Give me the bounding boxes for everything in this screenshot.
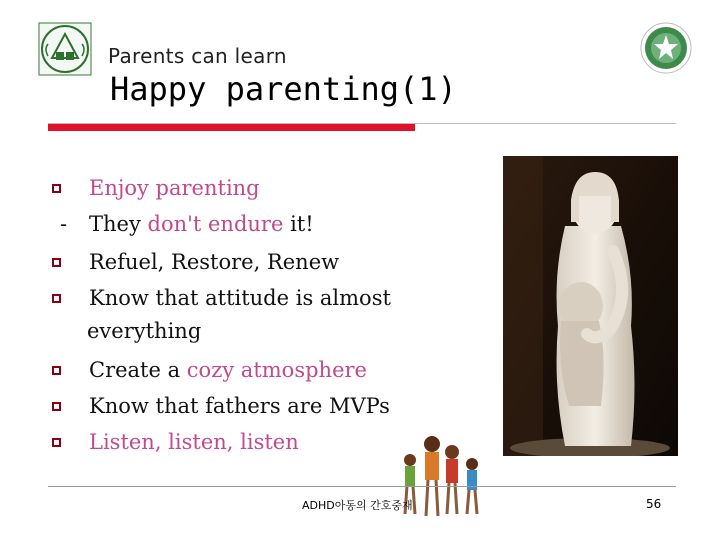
university-seal-icon	[640, 22, 692, 74]
bullet-icon	[52, 258, 61, 267]
list-item: Know that fathers are MVPs	[89, 394, 390, 418]
list-item: Refuel, Restore, Renew	[89, 250, 340, 274]
list-item-continuation: everything	[87, 319, 202, 343]
slide-subtitle: Parents can learn	[108, 44, 287, 68]
footer-caption: ADHD아동의 간호중재	[302, 499, 413, 512]
list-item: Know that attitude is almost	[89, 286, 391, 310]
bullet-icon	[52, 366, 61, 375]
list-item: Create a cozy atmosphere	[89, 358, 367, 382]
title-accent-bar	[48, 124, 415, 131]
list-item: They don't endure it!	[89, 212, 314, 236]
school-emblem-icon	[38, 22, 92, 76]
list-item: Enjoy parenting	[89, 176, 260, 200]
list-item: Listen, listen, listen	[89, 430, 299, 454]
bullet-icon	[52, 438, 61, 447]
bullet-icon	[52, 294, 61, 303]
sub-item-dash: -	[60, 212, 68, 236]
page-number: 56	[646, 497, 662, 511]
slide-title: Happy parenting(1)	[110, 70, 457, 108]
bullet-icon	[52, 184, 61, 193]
footer-divider	[48, 486, 676, 487]
mother-child-sculpture-photo	[503, 156, 678, 456]
bullet-icon	[52, 402, 61, 411]
